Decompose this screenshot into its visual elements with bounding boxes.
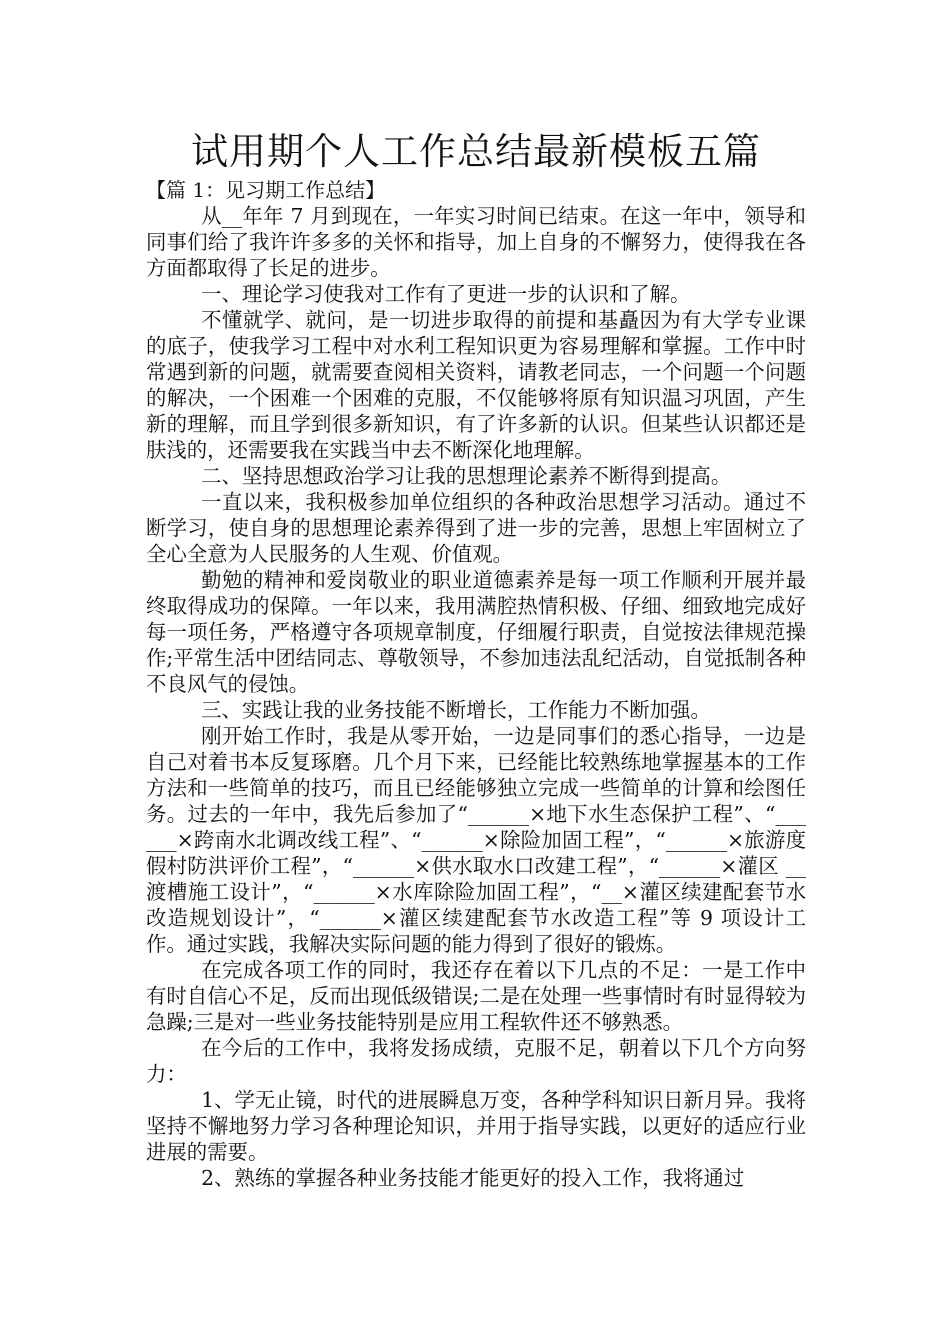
document-title: 试用期个人工作总结最新模板五篇	[191, 130, 761, 173]
paragraph: 1、学无止镜，时代的进展瞬息万变，各种学科知识日新月异。我将坚持不懈地努力学习各种理论知识，并用于指导实践，以更好的适应行业进展的需要。	[146, 1088, 806, 1164]
paragraph: 从__年年 7 月到现在，一年实习时间已结束。在这一年中，领导和同事们给了我许许多多的关怀和指导，加上自身的不懈努力，使得我在各方面都取得了长足的进步。	[146, 204, 806, 280]
paragraph: 2、熟练的掌握各种业务技能才能更好的投入工作，我将通过	[201, 1166, 745, 1190]
paragraph: 不懂就学、就问，是一切进步取得的前提和基矗因为有大学专业课的底子，使我学习工程中对水利工程知识更为容易理解和掌握。工作中时常遇到新的问题，就需要查阅相关资料，请教老同志，一个问题一个问题的解决，一个困难一个困难的克服，不仅能够将原有知识温习巩固，产生新的理解，而且学到很多新知识，有了许多新的认识。但某些认识都还是肤浅的，还需要我在实践当中去不断深化地理解。	[146, 308, 806, 462]
paragraph: 刚开始工作时，我是从零开始，一边是同事们的悉心指导，一边是自己对着书本反复琢磨。几个月下来，已经能比较熟练地掌握基本的工作方法和一些简单的技巧，而且已经能够独立完成一些简单的计算和绘图任务。过去的一年中，我先后参加了“______×地下水生态保护工程”、“______×跨南水北调改线工程”、“______×除险加固工程”，“______×旅游度假村防洪评价工程”，“______×供水取水口改建工程”，“______×灌区 __渡槽施工设计”，“______×水库除险加固工程”，“__×灌区续建配套节水改造规划设计”，“______×灌区续建配套节水改造工程”等 9 项设计工作。通过实践，我解决实际问题的能力得到了很好的锻炼。	[146, 724, 806, 956]
paragraph: 在完成各项工作的同时，我还存在着以下几点的不足：一是工作中有时自信心不足，反而出现低级错误;二是在处理一些事情时有时显得较为急躁;三是对一些业务技能特别是应用工程软件还不够熟悉。	[146, 958, 806, 1034]
paragraph: 一、理论学习使我对工作有了更进一步的认识和了解。	[201, 282, 691, 306]
paragraph: 勤勉的精神和爱岗敬业的职业道德素养是每一项工作顺利开展并最终取得成功的保障。一年以来，我用满腔热情积极、仔细、细致地完成好每一项任务，严格遵守各项规章制度，仔细履行职责，自觉按法律规范操作;平常生活中团结同志、尊敬领导，不参加违法乱纪活动，自觉抵制各种不良风气的侵蚀。	[146, 568, 806, 696]
paragraph: 二、坚持思想政治学习让我的思想理论素养不断得到提高。	[201, 464, 732, 488]
paragraph: 三、实践让我的业务技能不断增长，工作能力不断加强。	[201, 698, 711, 722]
paragraph: 一直以来，我积极参加单位组织的各种政治思想学习活动。通过不断学习，使自身的思想理论素养得到了进一步的完善，思想上牢固树立了全心全意为人民服务的人生观、价值观。	[146, 490, 806, 566]
document-page	[146, 128, 806, 1191]
section-heading: 【篇 1：见习期工作总结】	[146, 178, 386, 202]
document-body	[146, 203, 806, 1191]
paragraph: 在今后的工作中，我将发扬成绩，克服不足，朝着以下几个方向努力：	[146, 1036, 806, 1086]
